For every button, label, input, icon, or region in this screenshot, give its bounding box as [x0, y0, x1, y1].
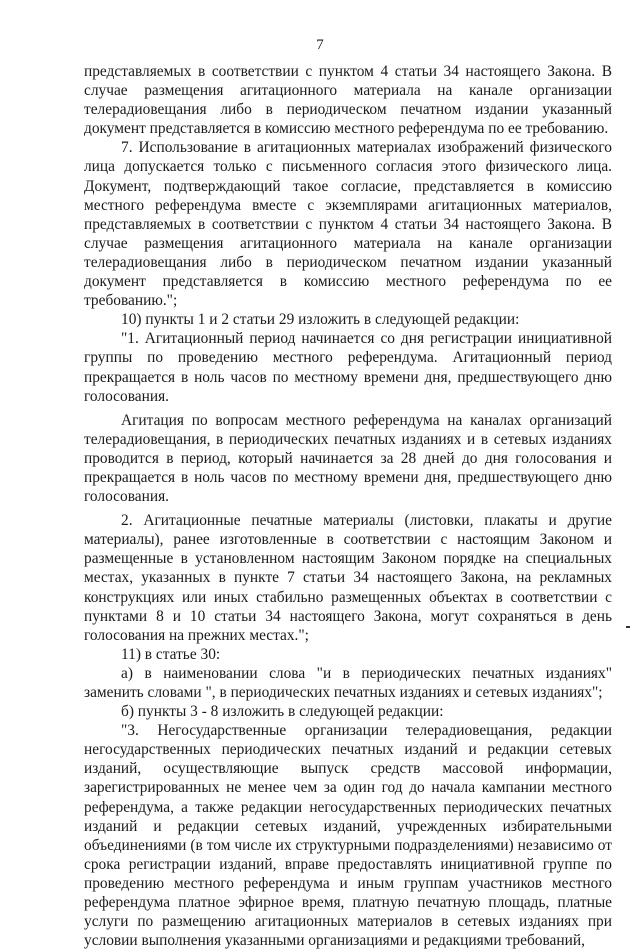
- paragraph: "1. Агитационный период начинается со дня регистрации инициативной группы по проведению местного референдума. Агитационный период прекращается в ноль часов по местному времени дня, предшествующего дню голосования.: [84, 330, 612, 405]
- paragraph: 2. Агитационные печатные материалы (листовки, плакаты и другие материалы), ранее изготовленные в соответствии с настоящим Законом и размещенные в установленном настоящим Законом порядке на специальных местах, указанных в пункте 7 статьи 34 настоящего Закона, на рекламных конструкциях или иных стабильно размещенных объектах в соответствии с пунктами 8 и 10 статьи 34 настоящего Закона, могут сохраняться в день голосования на прежних местах.";: [84, 512, 612, 644]
- paragraph: б) пункты 3 - 8 изложить в следующей редакции:: [121, 703, 444, 721]
- paragraph: а) в наименовании слова "и в периодических печатных изданиях" заменить словами ", в периодических печатных изданиях и сетевых изданиях";: [84, 664, 612, 701]
- scan-mark: [626, 626, 630, 628]
- paragraph: 11) в статье 30:: [121, 645, 221, 663]
- paragraph: Агитация по вопросам местного референдума на каналах организаций телерадиовещания, в периодических печатных изданиях и в сетевых изданиях проводится в период, который начинается за 28 дней до дня голосования и прекращается в ноль часов по местному времени дня, предшествующего дню голосования.: [84, 411, 612, 506]
- paragraph: 10) пункты 1 и 2 статьи 29 изложить в следующей редакции:: [121, 311, 520, 329]
- paragraph: "3. Негосударственные организации телерадиовещания, редакции негосударственных периодических печатных изданий и редакции сетевых изданий, осуществляющие выпуск средств массовой информации, зарегистрированных не менее чем за один год до начала кампании местного референдума, а также редакции негосударственных периодических печатных изданий и редакции сетевых изданий, учрежденных избирательными объединениями (в том числе их структурными подразделениями) независимо от срока регистрации изданий, вправе предоставлять инициативной группе по проведению местного референдума и иным группам участников местного референдума платное эфирное время, платную печатную площадь, платные услуги по размещению агитационных материалов в сетевых изданиях при условии выполнения указанными организациями и редакциями требований,: [84, 722, 612, 950]
- page-number: 7: [316, 37, 324, 53]
- paragraph: 7. Использование в агитационных материалах изображений физического лица допускается только с письменного согласия этого физического лица. Документ, подтверждающий такое согласие, представляется в комиссию местного референдума вместе с экземплярами агитационных материалов, представляемых в соответствии с пунктом 4 статьи 34 настоящего Закона. В случае размещения агитационного материала на канале организации телерадиовещания либо в периодическом печатном издании указанный документ представляется в комиссию местного референдума по ее требованию.";: [84, 139, 612, 310]
- document-body: [84, 62, 612, 950]
- paragraph: представляемых в соответствии с пунктом 4 статьи 34 настоящего Закона. В случае размещения агитационного материала на канале организации телерадиовещания либо в периодическом печатном издании указанный документ представляется в комиссию местного референдума по ее требованию.: [84, 63, 612, 138]
